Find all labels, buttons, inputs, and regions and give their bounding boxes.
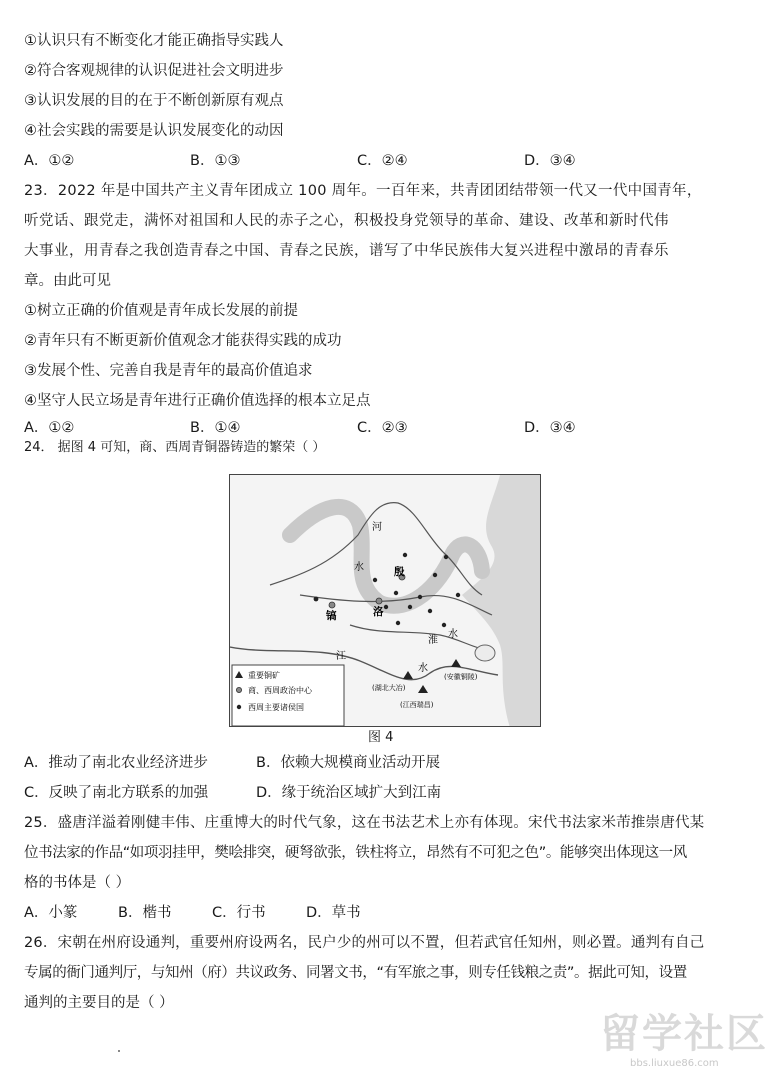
q23-option-a[interactable]: A．①② [24, 420, 75, 436]
legend-label-political-center: 商、西周政治中心 [248, 686, 312, 695]
q24-option-c[interactable]: C．反映了南北方联系的加强 [24, 785, 209, 801]
scan-speck [118, 1050, 120, 1052]
state-dot [314, 597, 319, 602]
q24-stem: 24． 据图 4 可知，商、西周青铜器铸造的繁荣（ ） [24, 440, 326, 455]
state-dot [418, 595, 422, 599]
state-dot [373, 578, 377, 582]
state-dot [444, 555, 448, 559]
q23-options [24, 418, 724, 438]
state-dot [442, 623, 446, 627]
map-label-jiangxi: (江西瑞昌) [400, 701, 434, 709]
q23-statement-4: ④坚守人民立场是青年进行正确价值选择的根本立足点 [24, 393, 371, 409]
q22-option-b[interactable]: B．①③ [190, 153, 241, 169]
state-dot [396, 621, 400, 625]
q23-stem-line-1: 23．2022 年是中国共产主义青年团成立 100 周年。一百年来，共青团团结带领一代又一代中国青年， [24, 183, 702, 199]
watermark-url: bbs.liuxue86.com [630, 1058, 719, 1069]
q24-option-b[interactable]: B．依赖大规模商业活动开展 [256, 755, 440, 771]
q25-option-c[interactable]: C．行书 [212, 905, 266, 921]
map-label-hao: 镐 [326, 610, 337, 622]
q23-stem-line-2: 听党话、跟党走，满怀对祖国和人民的赤子之心，积极投身党领导的革命、建设、改革和新时代伟 [24, 213, 669, 229]
figure-4-map [229, 474, 541, 727]
q24-options-row-2 [24, 783, 724, 803]
q22-option-a[interactable]: A．①② [24, 153, 75, 169]
q22-option-d[interactable]: D．③④ [524, 153, 576, 169]
legend-label-copper-mine: 重要铜矿 [248, 671, 280, 680]
map-label-yin: 殷 [394, 566, 405, 578]
state-dot [408, 605, 412, 609]
q23-stem-line-4: 章。由此可见 [24, 273, 111, 289]
state-dot [384, 605, 388, 609]
map-label-hubei: (湖北大冶) [372, 684, 406, 692]
map-label-luo: 洛 [373, 606, 384, 618]
state-dot [403, 553, 407, 557]
q24-option-a[interactable]: A．推动了南北农业经济进步 [24, 755, 208, 771]
map-label-shui-3: 水 [418, 663, 428, 674]
q25-stem-line-1: 25．盛唐洋溢着刚健丰伟、庄重博大的时代气象，这在书法艺术上亦有体现。宋代书法家米芾推崇唐代某 [24, 815, 705, 831]
legend-label-vassal-state: 西周主要诸侯国 [248, 703, 304, 712]
map-label-jiang: 江 [336, 651, 346, 662]
state-dot [456, 593, 460, 597]
q25-option-b[interactable]: B．楷书 [118, 905, 172, 921]
q23-statement-3: ③发展个性、完善自我是青年的最高价值追求 [24, 363, 313, 379]
q23-option-d[interactable]: D．③④ [524, 420, 576, 436]
q25-option-d[interactable]: D．草书 [306, 905, 361, 921]
map-label-huai: 淮 [428, 635, 438, 646]
q23-statement-1: ①树立正确的价值观是青年成长发展的前提 [24, 303, 298, 319]
figure-caption: 图 4 [368, 730, 394, 745]
q22-statement-3: ③认识发展的目的在于不断创新原有观点 [24, 93, 284, 109]
map-label-shui-1: 水 [354, 562, 364, 573]
legend-center-dot-icon [236, 687, 241, 692]
political-center-dot [329, 602, 335, 608]
q25-option-a[interactable]: A．小篆 [24, 905, 78, 921]
map-label-anhui: (安徽铜陵) [444, 673, 478, 681]
q25-options [24, 903, 724, 923]
political-center-dot [376, 598, 382, 604]
q26-stem-line-1: 26．宋朝在州府设通判，重要州府设两名，民户少的州可以不置，但若武官任知州，则必置。通判有自己 [24, 935, 705, 951]
map-drawing [230, 475, 541, 727]
watermark-text: 留学社区 [600, 1011, 768, 1057]
q24-options-row-1 [24, 753, 724, 773]
q23-stem-line-3: 大事业，用青春之我创造青春之中国、青春之民族，谱写了中华民族伟大复兴进程中激昂的青春乐 [24, 243, 669, 259]
q26-stem-line-2: 专属的衙门通判厅，与知州（府）共议政务、同署文书，“有军旅之事，则专任钱粮之责”。据此可知，设置 [24, 965, 687, 981]
q24-option-d[interactable]: D．缘于统治区域扩大到江南 [256, 785, 442, 801]
map-label-he: 河 [372, 522, 382, 533]
q22-statement-2: ②符合客观规律的认识促进社会文明进步 [24, 63, 284, 79]
map-label-shui-2: 水 [448, 629, 458, 640]
site-watermark [600, 1010, 768, 1080]
q22-statement-1: ①认识只有不断变化才能正确指导实践人 [24, 33, 284, 49]
q23-option-c[interactable]: C．②③ [357, 420, 408, 436]
q25-stem-line-2: 位书法家的作品“如项羽挂甲，樊哙排突，硬弩欲张，铁柱将立，昂然有不可犯之色”。能够突出体现这一风 [24, 845, 687, 861]
q25-stem-line-3: 格的书体是（ ） [24, 875, 131, 891]
state-dot [428, 609, 432, 613]
state-dot [394, 591, 398, 595]
state-dot [433, 573, 437, 577]
q22-options [24, 151, 724, 171]
legend-state-dot-icon [237, 705, 241, 709]
lake-shape [475, 645, 495, 661]
q23-statement-2: ②青年只有不断更新价值观念才能获得实践的成功 [24, 333, 342, 349]
q22-statement-4: ④社会实践的需要是认识发展变化的动因 [24, 123, 284, 139]
q22-option-c[interactable]: C．②④ [357, 153, 408, 169]
q26-stem-line-3: 通判的主要目的是（ ） [24, 995, 174, 1011]
q23-option-b[interactable]: B．①④ [190, 420, 241, 436]
